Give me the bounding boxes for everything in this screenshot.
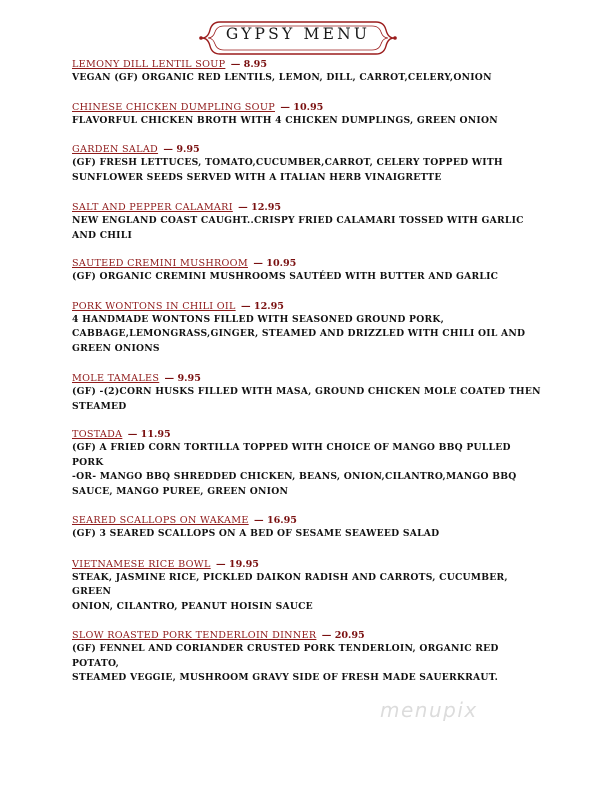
menu-item-description: (GF) -(2)CORN HUSKS FILLED WITH MASA, GROUND CHICKEN MOLE COATED THEN	[72, 386, 541, 397]
menu-item	[72, 201, 542, 243]
menu-item-price: 9.95	[176, 144, 200, 155]
menu-item-price: 16.95	[266, 515, 297, 526]
menu-item-name: CHINESE CHICKEN DUMPLING SOUP	[72, 101, 275, 113]
price-separator: —	[124, 429, 141, 440]
menu-item-header	[72, 201, 542, 214]
menu-item	[72, 372, 542, 414]
menu-item-description: (GF) FRESH LETTUCES, TOMATO,CUCUMBER,CARROT, CELERY TOPPED WITH	[72, 157, 503, 168]
menu-item-description: GREEN ONIONS	[72, 342, 160, 354]
menu-item	[72, 143, 542, 185]
menu-item-name: VIETNAMESE RICE BOWL	[72, 558, 211, 570]
menu-item-header	[72, 300, 542, 313]
menu-item	[72, 101, 542, 129]
menu-item-description: SUNFLOWER SEEDS SERVED WITH A ITALIAN HERB VINAIGRETTE	[72, 171, 442, 183]
menu-item-header	[72, 58, 542, 71]
menu-item-name: SEARED SCALLOPS ON WAKAME	[72, 515, 249, 526]
menu-item-name: SAUTEED CREMINI MUSHROOM	[72, 258, 248, 269]
menu-item-description: VEGAN (GF) ORGANIC RED LENTILS, LEMON, DILL, CARROT,CELERY,ONION	[72, 72, 492, 83]
menu-item-header	[72, 428, 542, 441]
menu-item	[72, 629, 542, 686]
menu-item	[72, 558, 542, 615]
menu-item-description: NEW ENGLAND COAST CAUGHT..CRISPY FRIED CALAMARI TOSSED WITH GARLIC	[72, 215, 524, 226]
menu-item-price: 11.95	[140, 429, 171, 440]
price-separator: —	[161, 373, 178, 384]
menu-item-description: (GF) 3 SEARED SCALLOPS ON A BED OF SESAME SEAWEED SALAD	[72, 528, 440, 539]
menu-item-price: 19.95	[228, 558, 259, 570]
price-separator: —	[237, 300, 254, 312]
menu-item-description: (GF) ORGANIC CREMINI MUSHROOMS SAUTÉED WITH BUTTER AND GARLIC	[72, 271, 499, 282]
menu-item-price: 10.95	[293, 101, 324, 113]
menu-item-price: 12.95	[251, 202, 282, 213]
menu-item-description: STEAMED	[72, 400, 127, 412]
menu-item-description: STEAK, JASMINE RICE, PICKLED DAIKON RADISH AND CARROTS, CUCUMBER, GREEN	[72, 571, 508, 597]
menu-item-header	[72, 372, 542, 385]
menu-item-description: CABBAGE,LEMONGRASS,GINGER, STEAMED AND DRIZZLED WITH CHILI OIL AND	[72, 328, 526, 339]
menu-item-price: 20.95	[334, 630, 365, 641]
menu-item-price: 8.95	[243, 59, 268, 70]
menu-item-name: TOSTADA	[72, 429, 123, 440]
price-separator: —	[318, 630, 335, 641]
price-separator: —	[212, 558, 229, 570]
price-separator: —	[276, 101, 294, 113]
menu-item-name: PORK WONTONS IN CHILI OIL	[72, 300, 236, 312]
menu-item	[72, 300, 542, 357]
menu-item-description: (GF) A FRIED CORN TORTILLA TOPPED WITH CHOICE OF MANGO BBQ PULLED PORK	[72, 442, 511, 468]
menu-item-header	[72, 514, 542, 527]
watermark: menupix	[380, 698, 478, 722]
menu-item-price: 10.95	[266, 258, 297, 269]
menu-item-name: MOLE TAMALES	[72, 373, 160, 384]
menu-item	[72, 257, 542, 285]
menu-item-description: STEAMED VEGGIE, MUSHROOM GRAVY SIDE OF FRESH MADE SAUERKRAUT.	[72, 672, 499, 683]
menu-item-name: LEMONY DILL LENTIL SOUP	[72, 59, 226, 70]
price-separator: —	[227, 59, 244, 70]
menu-item	[72, 58, 542, 86]
menu-item-price: 9.95	[177, 373, 201, 384]
menu-item-description: AND CHILI	[72, 229, 132, 241]
menu-item-description: 4 HANDMADE WONTONS FILLED WITH SEASONED GROUND PORK,	[72, 313, 445, 325]
menu-item-header	[72, 629, 542, 642]
menu-item-description: (GF) FENNEL AND CORIANDER CRUSTED PORK TENDERLOIN, ORGANIC RED POTATO,	[72, 643, 499, 669]
menu-item-header	[72, 101, 542, 114]
price-separator: —	[160, 144, 177, 155]
menu-item	[72, 514, 542, 542]
menu-title: GYPSY MENU	[225, 25, 371, 43]
menu-list	[72, 58, 542, 686]
menu-item-price: 12.95	[253, 300, 284, 312]
menu-item-name: GARDEN SALAD	[72, 144, 159, 155]
menu-item	[72, 428, 542, 499]
menu-item-header	[72, 143, 542, 156]
menu-item-description: -OR- MANGO BBQ SHREDDED CHICKEN, BEANS, ONION,CILANTRO,MANGO BBQ	[72, 471, 517, 482]
menu-item-name: SALT AND PEPPER CALAMARI	[72, 202, 233, 213]
menu-item-header	[72, 257, 542, 270]
menu-item-description: FLAVORFUL CHICKEN BROTH WITH 4 CHICKEN DUMPLINGS, GREEN ONION	[72, 114, 498, 126]
menu-title-banner	[198, 16, 398, 60]
menu-item-description: SAUCE, MANGO PUREE, GREEN ONION	[72, 485, 289, 497]
price-separator: —	[234, 202, 252, 213]
price-separator: —	[250, 515, 267, 526]
price-separator: —	[249, 258, 267, 269]
menu-item-name: SLOW ROASTED PORK TENDERLOIN DINNER	[72, 630, 317, 641]
menu-item-description: ONION, CILANTRO, PEANUT HOISIN SAUCE	[72, 600, 313, 612]
menu-item-header	[72, 558, 542, 571]
